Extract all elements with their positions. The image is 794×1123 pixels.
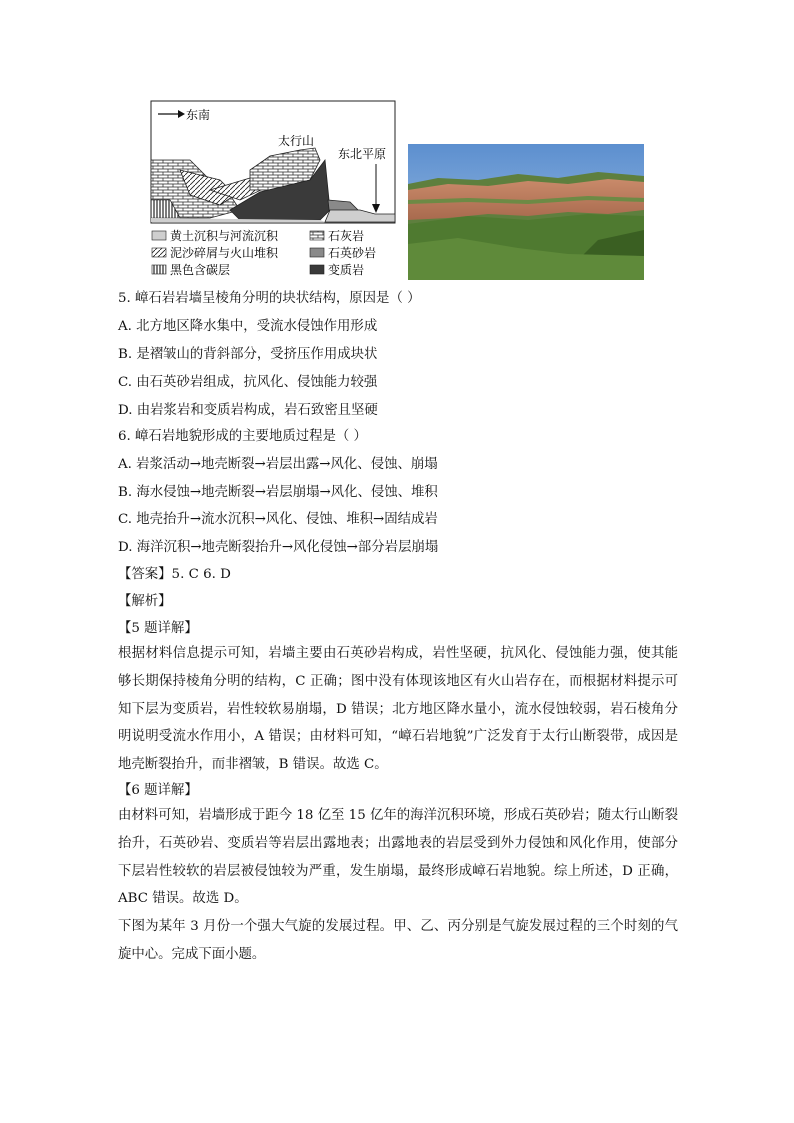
mountain-label: 太行山 [278, 134, 315, 148]
legend-swatch-black [310, 265, 324, 274]
legend-label: 泥沙碎屑与火山堆积 [170, 246, 279, 260]
legend-swatch-hatch [152, 248, 166, 257]
question-6-option: C. 地壳抬升→流水沉积→风化、侵蚀、堆积→固结成岩 [118, 512, 438, 527]
legend-swatch-dark-gray [310, 248, 324, 257]
legend-label: 黄土沉积与河流沉积 [170, 229, 279, 243]
q5-detail-text: 根据材料信息提示可知，岩墙主要由石英砂岩构成，岩性坚硬，抗风化、侵蚀能力强，使其能够长期保持棱角分明的结构，C 正确；图中没有体现该地区有火山岩存在，而根据材料提示可知下层为变质岩，岩性较软易崩塌，D 错误；北方地区降水量小，流水侵蚀较弱，岩石棱角分明说明受流水作用小，A 错误；由材料可知，“嶂石岩地貌”广泛发育于太行山断裂带，成因是地壳断裂抬升，而非褶皱，B 错误。故选 C。 [118, 646, 678, 773]
direction-label: 东南 [186, 108, 211, 122]
legend-label: 变质岩 [328, 263, 365, 277]
plain-label: 东北平原 [338, 147, 387, 161]
legend-swatch-light-gray [152, 231, 166, 240]
q5-detail-heading: 【5 题详解】 [118, 621, 198, 636]
question-6-option: A. 岩浆活动→地壳断裂→岩层出露→风化、侵蚀、崩塌 [118, 457, 438, 472]
q6-detail-text: 由材料可知，岩墙形成于距今 18 亿至 15 亿年的海洋沉积环境，形成石英砂岩；随太行山断裂抬升，石英砂岩、变质岩等岩层出露地表；出露地表的岩层受到外力侵蚀和风化作用，使部分下层岩性较软的岩层被侵蚀较为严重，发生崩塌，最终形成嶂石岩地貌。综上所述，D 正确，ABC 错误。故选 D。 [118, 808, 678, 907]
legend-label: 石英砂岩 [328, 246, 377, 260]
legend-label: 石灰岩 [328, 229, 365, 243]
question-5-option: C. 由石英砂岩组成，抗风化、侵蚀能力较强 [118, 375, 378, 390]
geologic-section-diagram [150, 100, 396, 280]
question-6-option: B. 海水侵蚀→地壳断裂→岩层崩塌→风化、侵蚀、堆积 [118, 485, 438, 500]
question-6-option: D. 海洋沉积→地壳断裂抬升→风化侵蚀→部分岩层崩塌 [118, 540, 439, 555]
question-5-option: B. 是褶皱山的背斜部分，受挤压作用成块状 [118, 347, 378, 362]
question-5-option: A. 北方地区降水集中，受流水侵蚀作用形成 [118, 319, 378, 334]
figure-row [150, 100, 650, 280]
question-5-option: D. 由岩浆岩和变质岩构成，岩石致密且坚硬 [118, 403, 378, 418]
legend-swatch-vertical-lines [152, 265, 166, 274]
answer-line: 【答案】5. C 6. D [118, 567, 231, 582]
q6-detail-heading: 【6 题详解】 [118, 783, 198, 798]
question-6-stem: 6. 嶂石岩地貌形成的主要地质过程是（ ） [118, 429, 367, 444]
legend-swatch-brick [310, 231, 324, 240]
analysis-heading: 【解析】 [118, 594, 172, 609]
question-5-stem: 5. 嶂石岩岩墙呈棱角分明的块状结构，原因是（ ） [118, 291, 421, 306]
next-question-intro: 下图为某年 3 月份一个强大气旋的发展过程。甲、乙、丙分别是气旋发展过程的三个时刻的气旋中心。完成下面小题。 [118, 919, 678, 962]
legend-label: 黑色含碳层 [170, 263, 231, 277]
legend [152, 228, 376, 277]
cliff-photo [408, 144, 644, 280]
